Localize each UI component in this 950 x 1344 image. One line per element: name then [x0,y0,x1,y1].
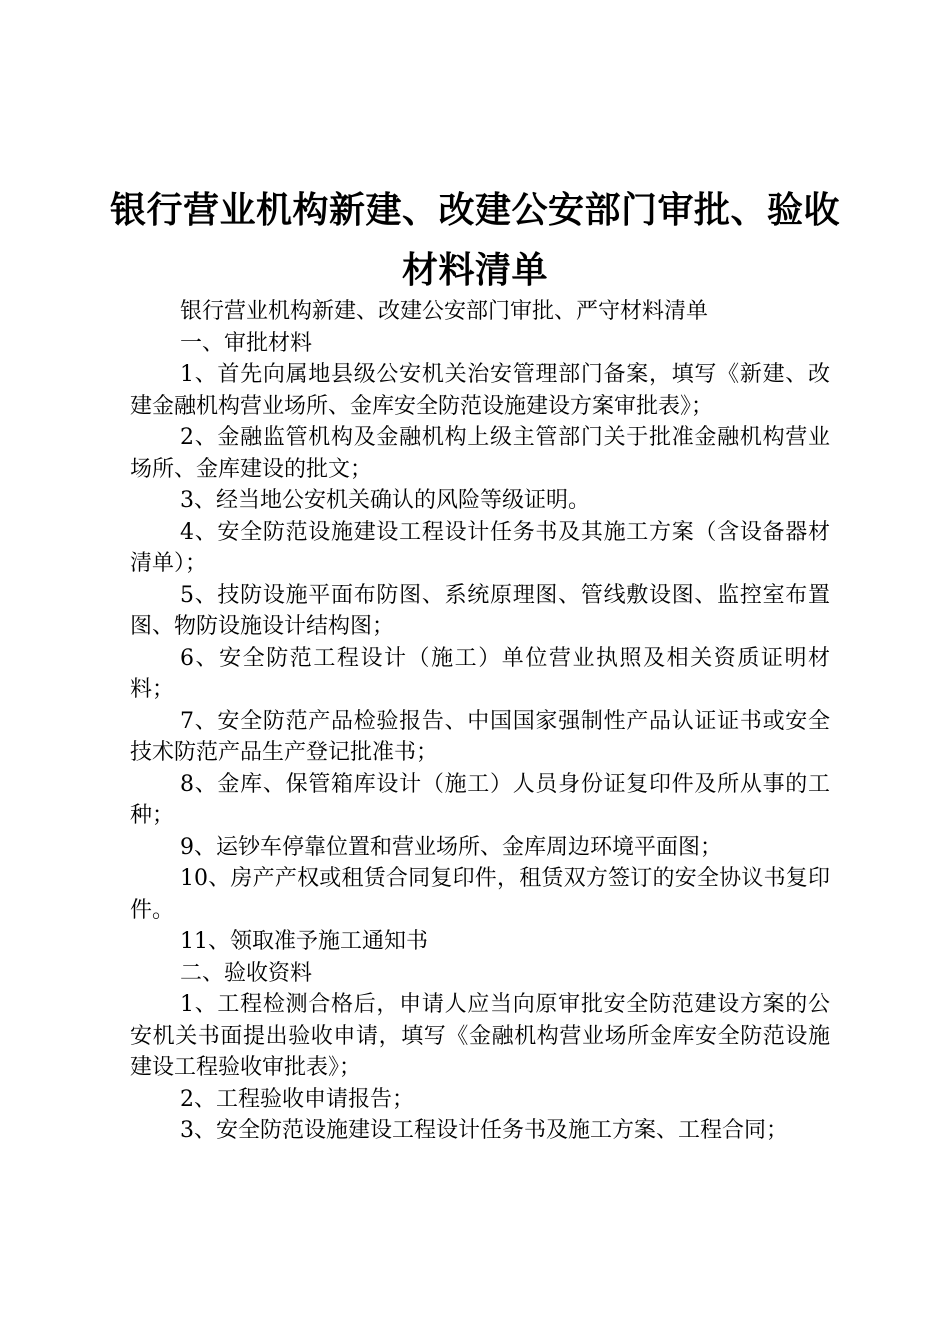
list-item: 4、安全防范设施建设工程设计任务书及其施工方案（含设备器材清单）； [130,519,830,576]
document-body [130,296,830,1147]
list-item: 2、金融监管机构及金融机构上级主管部门关于批准金融机构营业场所、金库建设的批文； [130,425,830,482]
section-heading-approval: 一、审批材料 [180,330,313,356]
list-item: 1、首先向属地县级公安机关治安管理部门备案，填写《新建、改建金融机构营业场所、金库安全防范设施建设方案审批表》； [130,362,830,419]
list-item: 3、安全防范设施建设工程设计任务书及施工方案、工程合同； [180,1118,788,1143]
document-title-line2: 材料清单 [401,249,548,291]
list-item: 7、安全防范产品检验报告、中国国家强制性产品认证证书或安全技术防范产品生产登记批准书； [130,708,830,765]
list-item: 3、经当地公安机关确认的风险等级证明。 [180,488,590,513]
list-item: 6、安全防范工程设计（施工）单位营业执照及相关资质证明材料； [130,645,830,702]
list-item: 9、运钞车停靠位置和营业场所、金库周边环境平面图； [180,834,722,860]
list-item: 2、工程验收申请报告； [180,1086,414,1112]
list-item: 5、技防设施平面布防图、系统原理图、管线敷设图、监控室布置图、物防设施设计结构图； [130,582,830,639]
list-item: 11、领取准予施工通知书 [180,929,428,954]
list-item: 8、金库、保管箱库设计（施工）人员身份证复印件及所从事的工种； [130,771,830,828]
document-title-line1: 银行营业机构新建、改建公安部门审批、验收 [109,189,840,231]
list-item: 1、工程检测合格后，申请人应当向原审批安全防范建设方案的公安机关书面提出验收申请，填写《金融机构营业场所金库安全防范设施建设工程验收审批表》； [130,992,830,1080]
section-heading-acceptance: 二、验收资料 [180,960,313,986]
list-item: 10、房产产权或租赁合同复印件，租赁双方签订的安全协议书复印件。 [130,866,830,923]
subtitle-paragraph: 银行营业机构新建、改建公安部门审批、严守材料清单 [180,299,709,324]
